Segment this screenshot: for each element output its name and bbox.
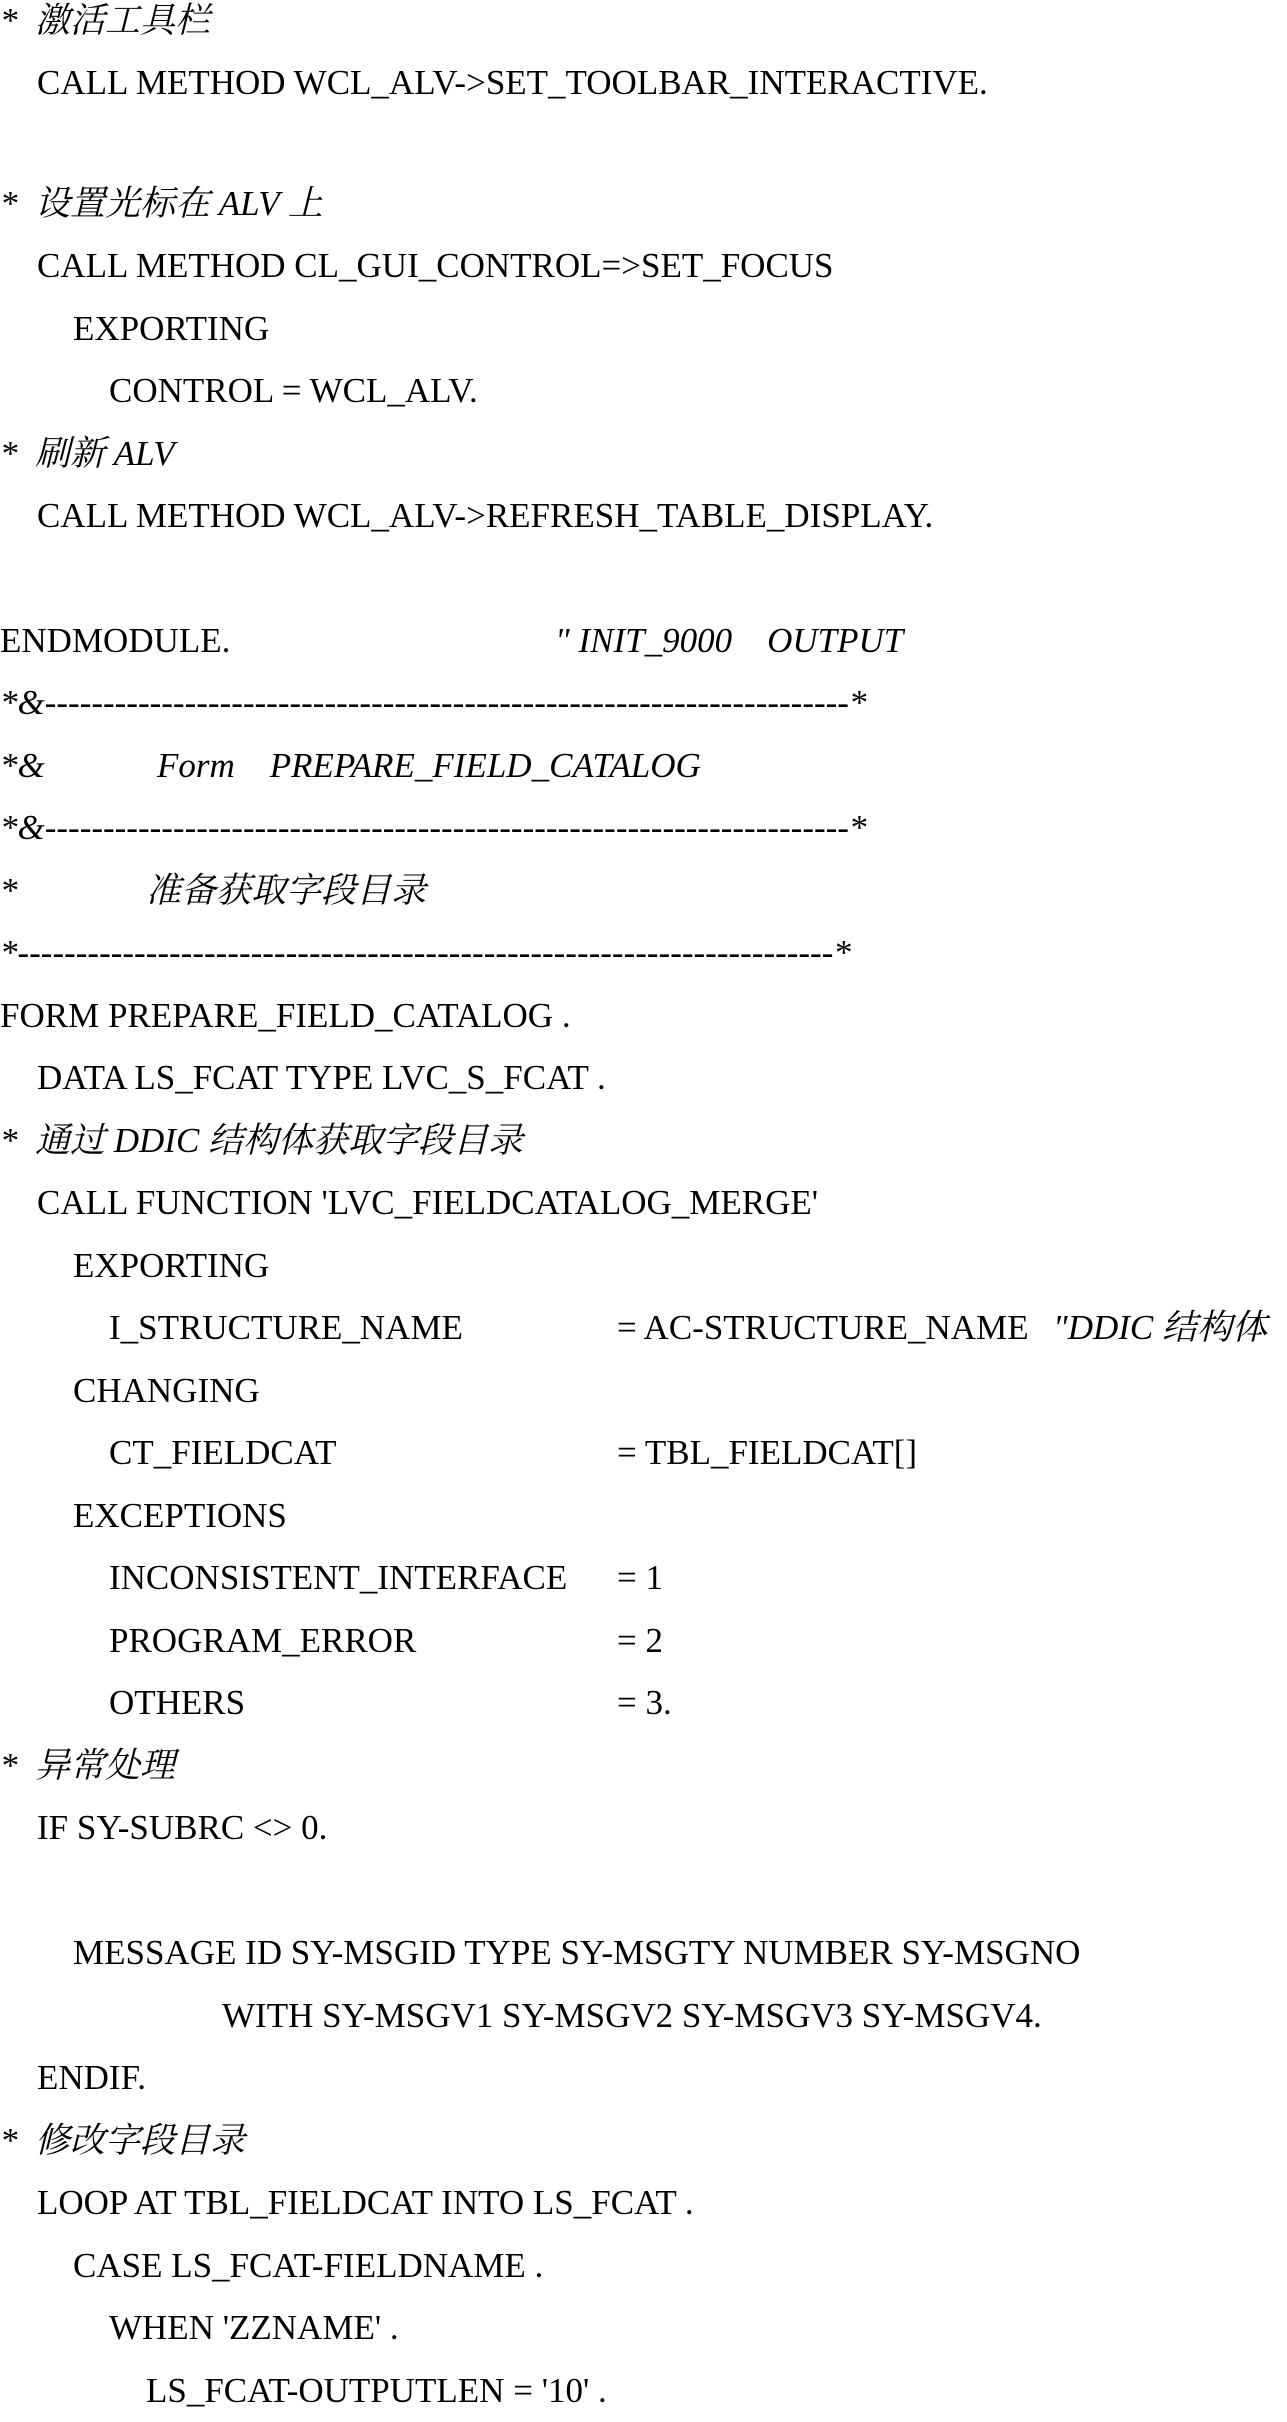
code-exception-program-error-value: = 2 [617,1621,663,1660]
comment-form-description-line [0,860,1287,922]
code-exception-inconsistent-line [0,1547,1287,1609]
code-form-prepare-field-catalog: FORM PREPARE_FIELD_CATALOG . [0,996,571,1035]
comment-exception-handling: * 异常处理 [0,1746,176,1785]
comment-ddic-structure: * 通过 DDIC 结构体获取字段目录 [0,1121,524,1160]
comment-activate-toolbar: * 激活工具栏 [0,1,211,40]
comment-modify-catalog: * 修改字段目录 [0,2121,246,2160]
comment-ddic-inline: "DDIC 结构体 [1053,1308,1267,1347]
code-endif: ENDIF. [37,2058,146,2097]
comment-form-name: Form PREPARE_FIELD_CATALOG [157,746,701,785]
comment-set-focus-alv: * 设置光标在 ALV 上 [0,184,323,223]
code-refresh-table-display: CALL METHOD WCL_ALV->REFRESH_TABLE_DISPLAY. [37,496,934,535]
code-exception-inconsistent-value: = 1 [617,1558,663,1597]
code-changing: CHANGING [73,1371,260,1410]
comment-prepare-catalog: 准备获取字段目录 [146,871,427,910]
code-exception-others-value: = 3. [617,1683,672,1722]
code-exporting-2: EXPORTING [73,1246,270,1285]
code-param-structure-name: I_STRUCTURE_NAME [109,1308,463,1347]
code-endmodule: ENDMODULE. [0,621,231,660]
comment-init-9000-output: " INIT_9000 OUTPUT [555,621,904,660]
code-endmodule-line [0,610,1287,672]
code-structure-name-line [0,1297,1287,1359]
code-outputlen: LS_FCAT-OUTPUTLEN = '10' . [146,2371,607,2410]
code-exception-others-line [0,1672,1287,1734]
code-exception-program-error-line [0,1610,1287,1672]
comment-refresh-alv: * 刷新 ALV [0,434,175,473]
code-loop-at: LOOP AT TBL_FIELDCAT INTO LS_FCAT . [37,2183,694,2222]
code-if-subrc: IF SY-SUBRC <> 0. [37,1808,328,1847]
code-exporting-1: EXPORTING [73,309,270,348]
comment-separator-1: *&---------------------------------------------------------------------* [0,683,867,722]
code-data-ls-fcat: DATA LS_FCAT TYPE LVC_S_FCAT . [37,1058,606,1097]
code-message-id: MESSAGE ID SY-MSGID TYPE SY-MSGTY NUMBER SY-MSGNO [73,1933,1081,1972]
code-when-zzname: WHEN 'ZZNAME' . [109,2308,399,2347]
code-exception-program-error: PROGRAM_ERROR [109,1621,417,1660]
comment-form-marker: *& [0,746,45,785]
code-set-toolbar-interactive: CALL METHOD WCL_ALV->SET_TOOLBAR_INTERACTIVE. [37,63,988,102]
comment-separator-2: *&---------------------------------------------------------------------* [0,808,867,847]
code-exception-others: OTHERS [109,1683,246,1722]
code-case: CASE LS_FCAT-FIELDNAME . [73,2246,544,2285]
comment-star: * [0,871,18,910]
code-exception-inconsistent: INCONSISTENT_INTERFACE [109,1558,568,1597]
code-message-with: WITH SY-MSGV1 SY-MSGV2 SY-MSGV3 SY-MSGV4. [222,1996,1042,2035]
code-fieldcat-line [0,1422,1287,1484]
code-call-function-merge: CALL FUNCTION 'LVC_FIELDCATALOG_MERGE' [37,1183,819,1222]
code-value-structure-name: = AC-STRUCTURE_NAME [617,1308,1029,1347]
code-call-set-focus: CALL METHOD CL_GUI_CONTROL=>SET_FOCUS [37,246,834,285]
code-control-param: CONTROL = WCL_ALV. [109,371,478,410]
comment-form-header-line [0,735,1287,797]
code-param-ct-fieldcat: CT_FIELDCAT [109,1433,337,1472]
code-value-ct-fieldcat: = TBL_FIELDCAT[] [617,1433,918,1472]
code-exceptions: EXCEPTIONS [73,1496,287,1535]
comment-separator-3: *----------------------------------------------------------------------* [0,933,851,972]
